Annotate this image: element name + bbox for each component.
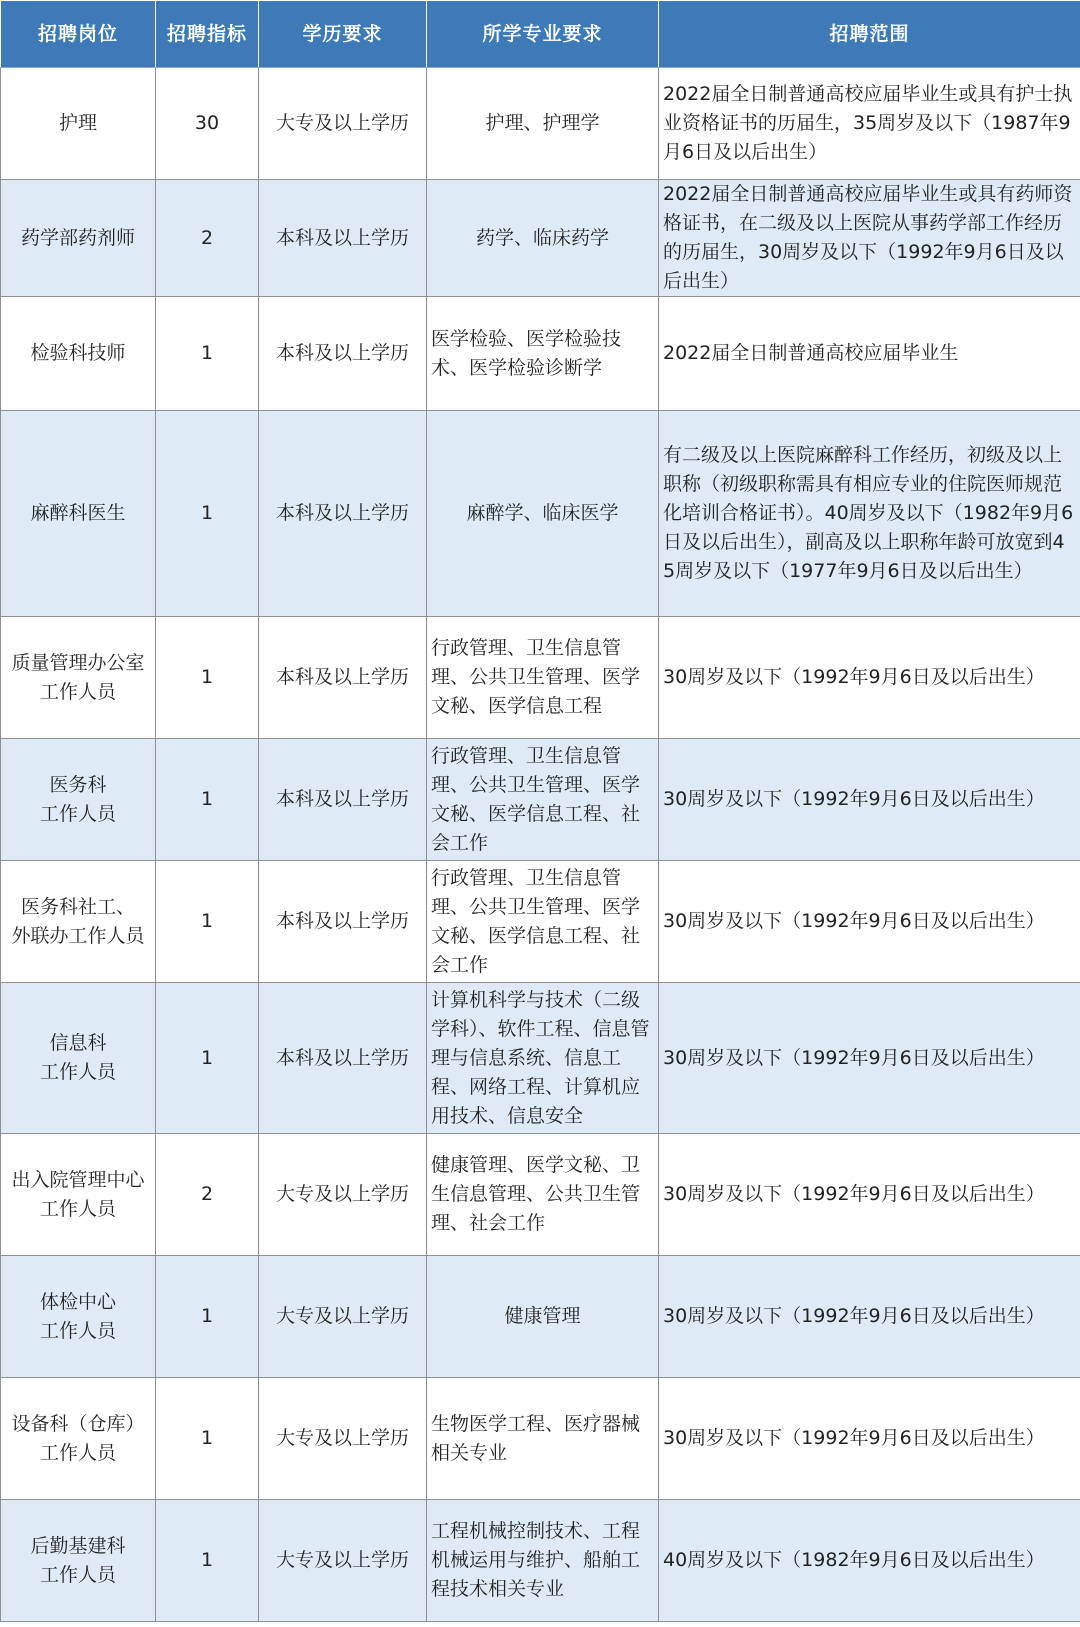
table-row bbox=[1, 180, 1080, 297]
cell-major: 麻醉学、临床医学 bbox=[427, 411, 659, 617]
table-header-row bbox=[1, 1, 1080, 68]
cell-education: 本科及以上学历 bbox=[259, 739, 427, 861]
cell-scope: 30周岁及以下（1992年9月6日及以后出生） bbox=[659, 1256, 1080, 1378]
cell-major: 医学检验、医学检验技术、医学检验诊断学 bbox=[427, 297, 659, 411]
cell-quota: 2 bbox=[156, 1134, 259, 1256]
table-row bbox=[1, 297, 1080, 411]
cell-major: 药学、临床药学 bbox=[427, 180, 659, 297]
table-row bbox=[1, 411, 1080, 617]
cell-position: 检验科技师 bbox=[1, 297, 156, 411]
cell-position: 药学部药剂师 bbox=[1, 180, 156, 297]
cell-scope: 30周岁及以下（1992年9月6日及以后出生） bbox=[659, 861, 1080, 983]
cell-scope: 30周岁及以下（1992年9月6日及以后出生） bbox=[659, 739, 1080, 861]
cell-education: 本科及以上学历 bbox=[259, 861, 427, 983]
cell-position: 麻醉科医生 bbox=[1, 411, 156, 617]
table-row bbox=[1, 739, 1080, 861]
cell-major: 护理、护理学 bbox=[427, 68, 659, 180]
cell-scope: 2022届全日制普通高校应届毕业生或具有药师资格证书，在二级及以上医院从事药学部工作经历的历届生，30周岁及以下（1992年9月6日及以后出生） bbox=[659, 180, 1080, 297]
cell-position: 后勤基建科 工作人员 bbox=[1, 1500, 156, 1622]
cell-scope: 2022届全日制普通高校应届毕业生或具有护士执业资格证书的历届生，35周岁及以下（1987年9月6日及以后出生） bbox=[659, 68, 1080, 180]
cell-education: 本科及以上学历 bbox=[259, 983, 427, 1134]
cell-position: 体检中心 工作人员 bbox=[1, 1256, 156, 1378]
header-major: 所学专业要求 bbox=[427, 1, 659, 68]
cell-position: 护理 bbox=[1, 68, 156, 180]
cell-scope: 40周岁及以下（1982年9月6日及以后出生） bbox=[659, 1500, 1080, 1622]
cell-scope: 2022届全日制普通高校应届毕业生 bbox=[659, 297, 1080, 411]
cell-major: 生物医学工程、医疗器械相关专业 bbox=[427, 1378, 659, 1500]
table-row bbox=[1, 861, 1080, 983]
cell-scope: 30周岁及以下（1992年9月6日及以后出生） bbox=[659, 1378, 1080, 1500]
header-quota: 招聘指标 bbox=[156, 1, 259, 68]
cell-education: 大专及以上学历 bbox=[259, 1256, 427, 1378]
cell-quota: 1 bbox=[156, 617, 259, 739]
cell-education: 本科及以上学历 bbox=[259, 617, 427, 739]
cell-quota: 1 bbox=[156, 739, 259, 861]
table-row bbox=[1, 617, 1080, 739]
header-education: 学历要求 bbox=[259, 1, 427, 68]
cell-position: 质量管理办公室 工作人员 bbox=[1, 617, 156, 739]
cell-education: 大专及以上学历 bbox=[259, 1500, 427, 1622]
cell-major: 工程机械控制技术、工程机械运用与维护、船舶工程技术相关专业 bbox=[427, 1500, 659, 1622]
cell-quota: 1 bbox=[156, 861, 259, 983]
table-row bbox=[1, 68, 1080, 180]
cell-education: 大专及以上学历 bbox=[259, 68, 427, 180]
cell-scope: 30周岁及以下（1992年9月6日及以后出生） bbox=[659, 1134, 1080, 1256]
header-position: 招聘岗位 bbox=[1, 1, 156, 68]
cell-major: 行政管理、卫生信息管理、公共卫生管理、医学文秘、医学信息工程 bbox=[427, 617, 659, 739]
cell-quota: 1 bbox=[156, 983, 259, 1134]
cell-quota: 1 bbox=[156, 297, 259, 411]
cell-education: 大专及以上学历 bbox=[259, 1134, 427, 1256]
table-row bbox=[1, 1256, 1080, 1378]
cell-scope: 30周岁及以下（1992年9月6日及以后出生） bbox=[659, 617, 1080, 739]
cell-position: 医务科社工、 外联办工作人员 bbox=[1, 861, 156, 983]
table-row bbox=[1, 1134, 1080, 1256]
cell-education: 本科及以上学历 bbox=[259, 180, 427, 297]
cell-quota: 30 bbox=[156, 68, 259, 180]
cell-scope: 有二级及以上医院麻醉科工作经历，初级及以上职称（初级职称需具有相应专业的住院医师规范化培训合格证书）。40周岁及以下（1982年9月6日及以后出生），副高及以上职称年龄可放宽到45周岁及以下（1977年9月6日及以后出生） bbox=[659, 411, 1080, 617]
cell-quota: 1 bbox=[156, 1378, 259, 1500]
cell-major: 健康管理 bbox=[427, 1256, 659, 1378]
cell-scope: 30周岁及以下（1992年9月6日及以后出生） bbox=[659, 983, 1080, 1134]
cell-education: 本科及以上学历 bbox=[259, 411, 427, 617]
cell-education: 本科及以上学历 bbox=[259, 297, 427, 411]
table-row bbox=[1, 1500, 1080, 1622]
table-row bbox=[1, 1378, 1080, 1500]
cell-major: 行政管理、卫生信息管理、公共卫生管理、医学文秘、医学信息工程、社会工作 bbox=[427, 861, 659, 983]
cell-education: 大专及以上学历 bbox=[259, 1378, 427, 1500]
cell-position: 医务科 工作人员 bbox=[1, 739, 156, 861]
cell-major: 计算机科学与技术（二级学科）、软件工程、信息管理与信息系统、信息工程、网络工程、计算机应用技术、信息安全 bbox=[427, 983, 659, 1134]
cell-quota: 1 bbox=[156, 1500, 259, 1622]
cell-major: 行政管理、卫生信息管理、公共卫生管理、医学文秘、医学信息工程、社会工作 bbox=[427, 739, 659, 861]
cell-position: 信息科 工作人员 bbox=[1, 983, 156, 1134]
header-scope: 招聘范围 bbox=[659, 1, 1080, 68]
table-row bbox=[1, 983, 1080, 1134]
cell-quota: 1 bbox=[156, 411, 259, 617]
cell-position: 设备科（仓库） 工作人员 bbox=[1, 1378, 156, 1500]
cell-major: 健康管理、医学文秘、卫生信息管理、公共卫生管理、社会工作 bbox=[427, 1134, 659, 1256]
cell-position: 出入院管理中心 工作人员 bbox=[1, 1134, 156, 1256]
cell-quota: 2 bbox=[156, 180, 259, 297]
cell-quota: 1 bbox=[156, 1256, 259, 1378]
